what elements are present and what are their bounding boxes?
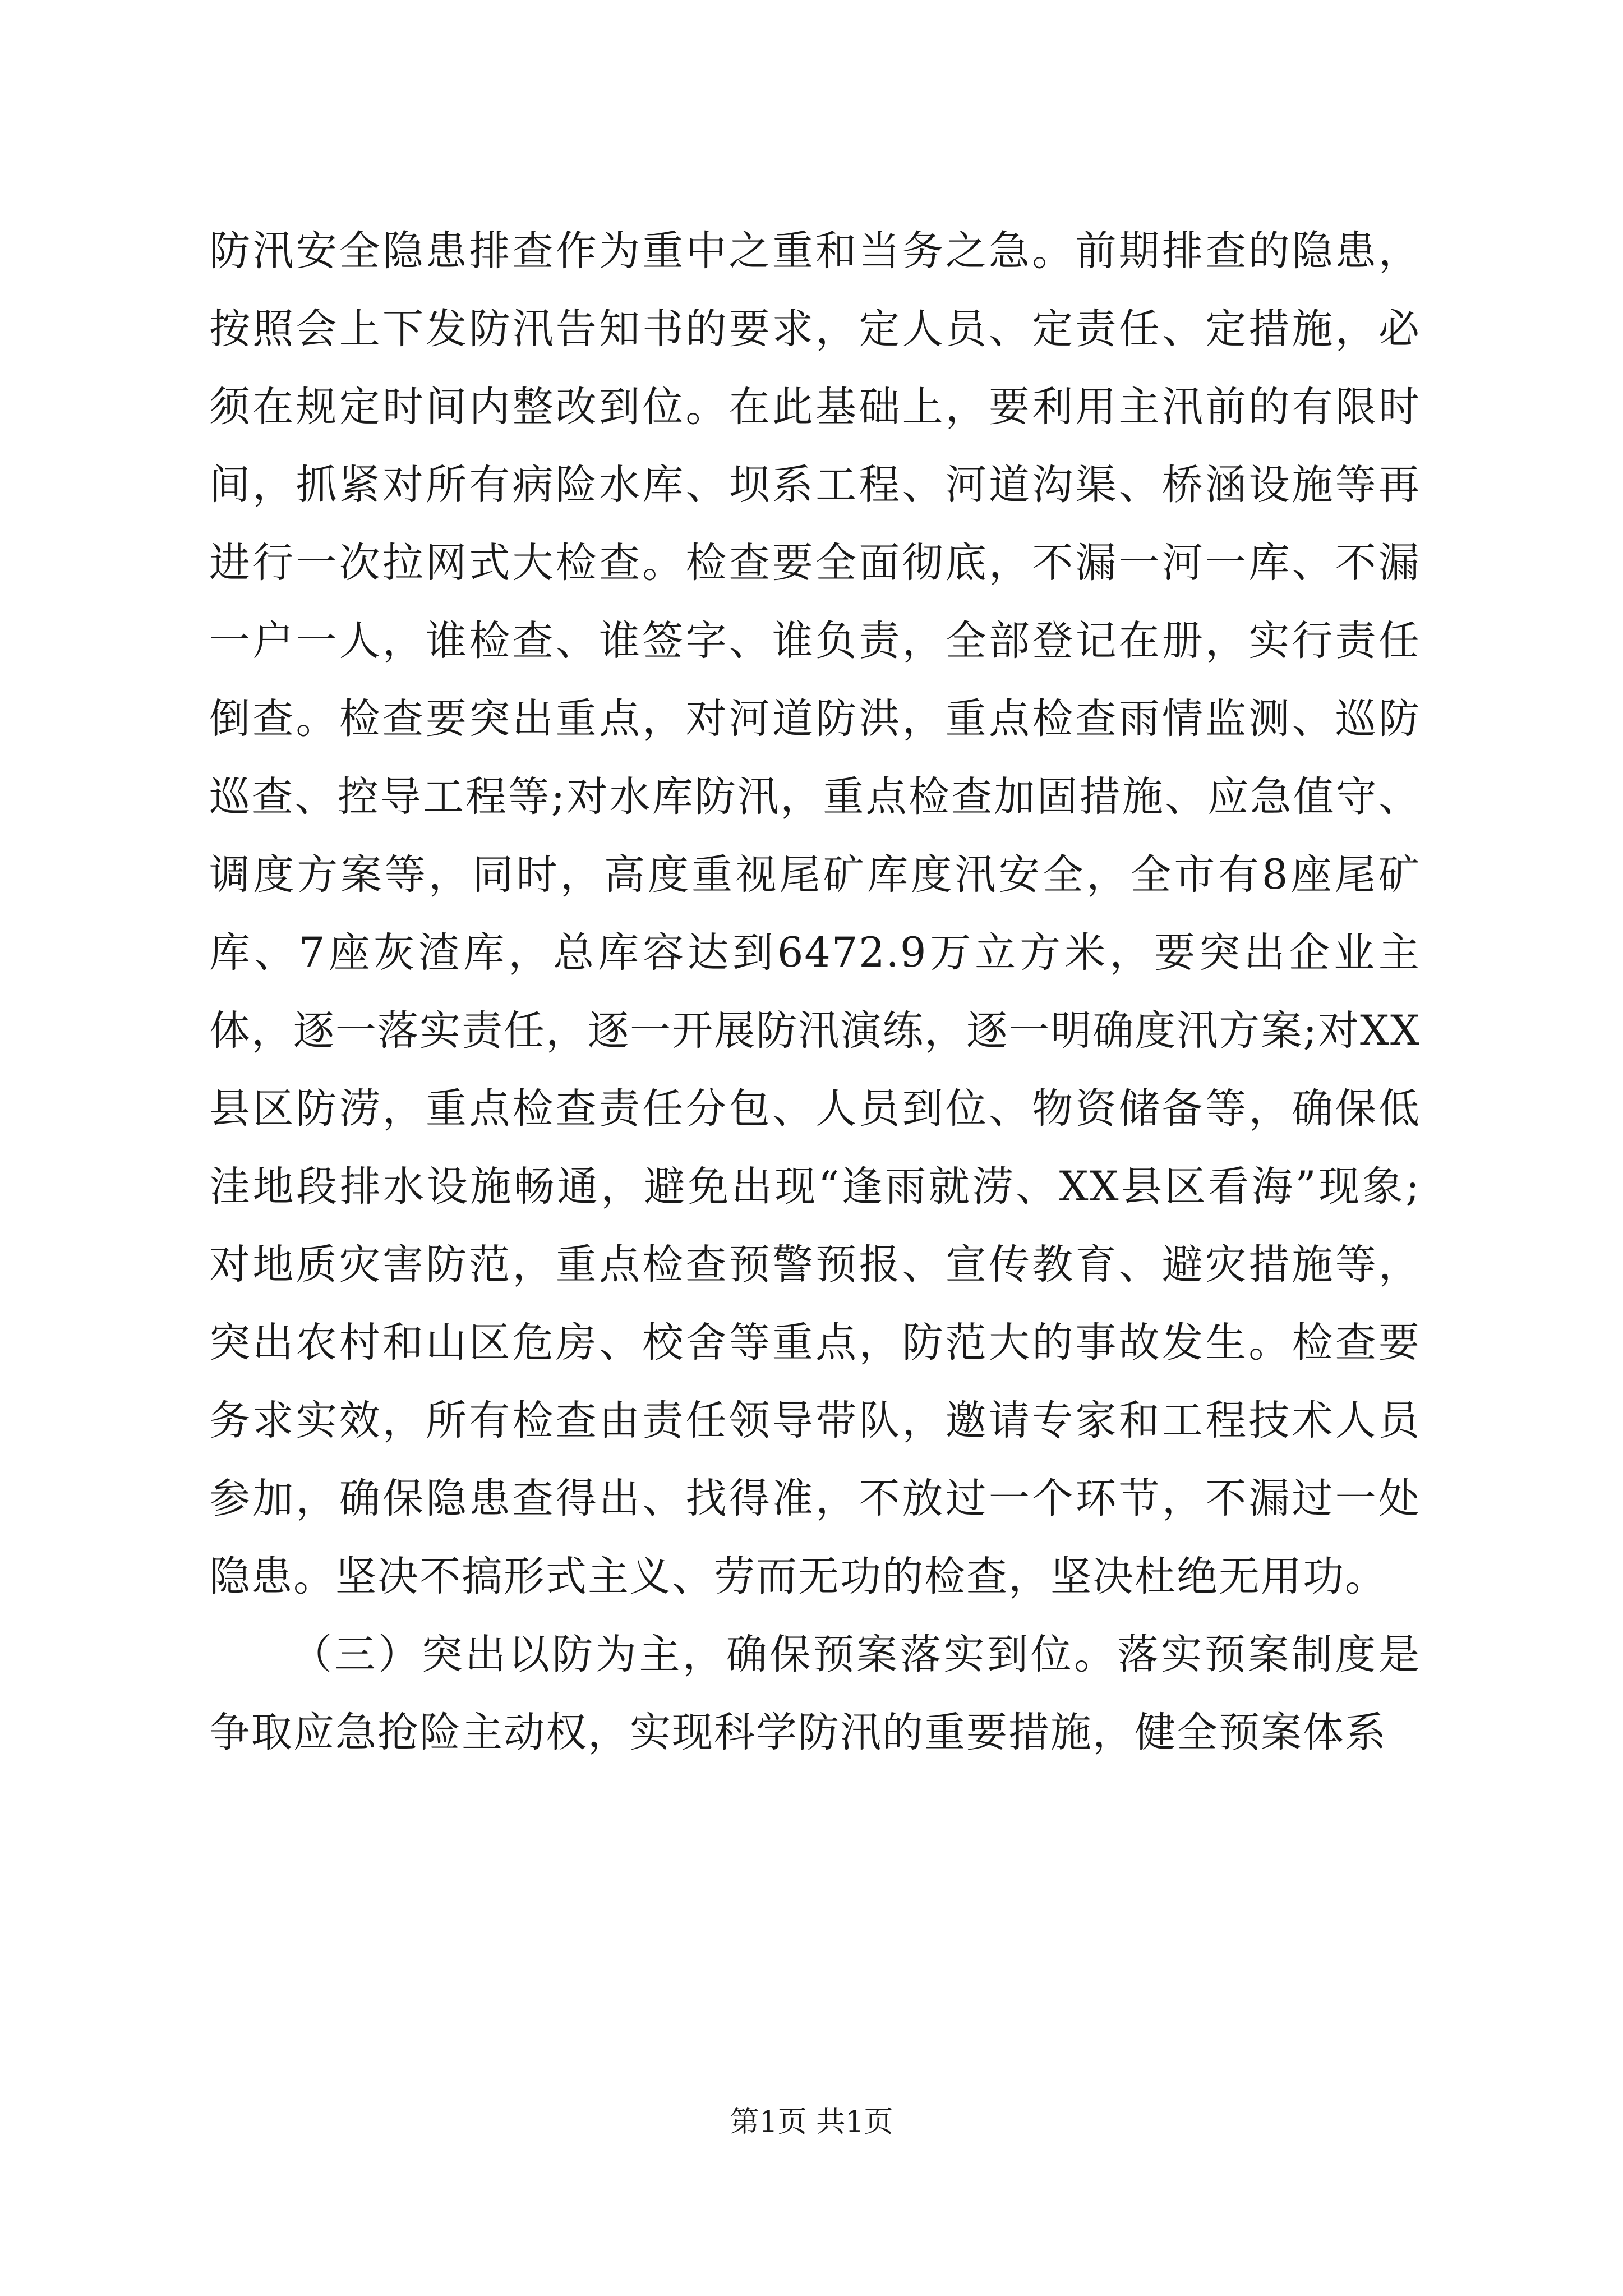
paragraph-flood-inspection: 防汛安全隐患排查作为重中之重和当务之急。前期排查的隐患，按照会上下发防汛告知书的要求，定人员、定责任、定措施，必须在规定时间内整改到位。在此基础上，要利用主汛前的有限时间，抓紧对所有病险水库、坝系工程、河道沟渠、桥涵设施等再进行一次拉网式大检查。检查要全面彻底，不漏一河一库、不漏一户一人，谁检查、谁签字、谁负责，全部登记在册，实行责任倒查。检查要突出重点，对河道防洪，重点检查雨情监测、巡防巡查、控导工程等;对水库防汛，重点检查加固措施、应急值守、调度方案等，同时，高度重视尾矿库度汛安全，全市有8座尾矿库、7座灰渣库，总库容达到6472.9万立方米，要突出企业主体，逐一落实责任，逐一开展防汛演练，逐一明确度汛方案;对XX县区防涝，重点检查责任分包、人员到位、物资储备等，确保低洼地段排水设施畅通，避免出现“逢雨就涝、XX县区看海”现象;对地质灾害防范，重点检查预警预报、宣传教育、避灾措施等，突出农村和山区危房、校舍等重点，防范大的事故发生。检查要务求实效，所有检查由责任领导带队，邀请专家和工程技术人员参加，确保隐患查得出、找得准，不放过一个环节，不漏过一处隐患。坚决不搞形式主义、劳而无功的检查，坚决杜绝无用功。 — [209, 227, 1421, 1600]
paragraph-prevention-plan: （三）突出以防为主，确保预案落实到位。落实预案制度是争取应急抢险主动权，实现科学防汛的重要措施，健全预案体系 — [209, 1631, 1421, 1756]
page-footer: 第1页 共1页 — [730, 2105, 893, 2139]
document-body — [209, 212, 1421, 1772]
